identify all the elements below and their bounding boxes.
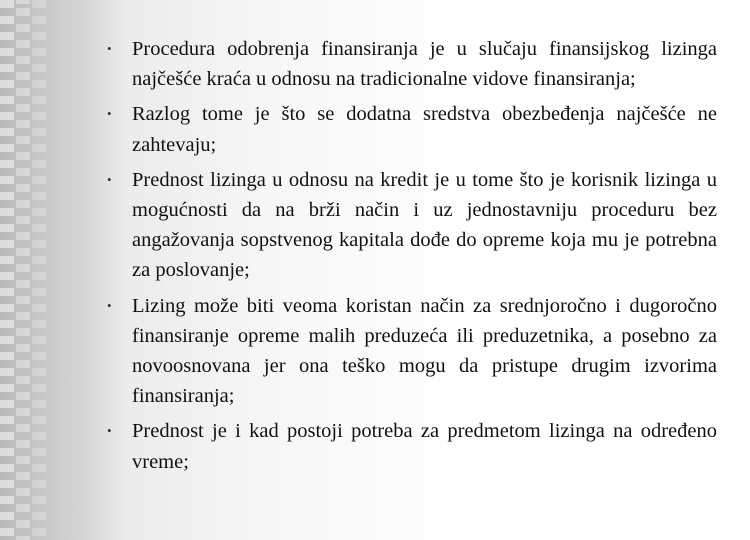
bullet-text: Lizing može biti veoma koristan način za srednjoročno i dugoročno finansiranje opreme malih preduzeća ili preduzetnika, a posebno za novoosnovana jer ona teško mogu da pristupe drugim izvorima finansiranja;	[132, 294, 717, 408]
bullet-dot-icon: •	[107, 171, 112, 187]
bullet-list	[95, 34, 717, 477]
bullet-dot-icon: •	[107, 423, 112, 439]
edge-pattern-column	[16, 0, 30, 540]
bullet-text: Prednost lizinga u odnosu na kredit je u tome što je korisnik lizinga u mogućnosti da na brži način i uz jednostavniju proceduru bez angažovanja sopstvenog kapitala dođe do opreme koja mu je potrebna za poslovanje;	[132, 168, 717, 282]
edge-pattern-column	[32, 0, 46, 540]
bullet-dot-icon: •	[107, 106, 112, 122]
bullet-item	[95, 291, 717, 412]
bullet-item	[95, 416, 717, 476]
slide-content	[95, 34, 717, 482]
edge-pattern-column	[0, 0, 14, 540]
bullet-text: Razlog tome je što se dodatna sredstva obezbeđenja najčešće ne zahtevaju;	[132, 103, 717, 156]
bullet-item	[95, 99, 717, 159]
slide-left-edge-decoration	[0, 0, 48, 540]
bullet-text: Prednost je i kad postoji potreba za predmetom lizinga na određeno vreme;	[132, 420, 717, 473]
bullet-dot-icon: •	[107, 41, 112, 56]
bullet-text: Procedura odobrenja finansiranja je u slučaju finansijskog lizinga najčešće kraća u odnosu na tradicionalne vidove finansiranja;	[132, 38, 717, 91]
bullet-item	[95, 34, 717, 94]
bullet-dot-icon: •	[107, 297, 112, 313]
bullet-item	[95, 165, 717, 286]
